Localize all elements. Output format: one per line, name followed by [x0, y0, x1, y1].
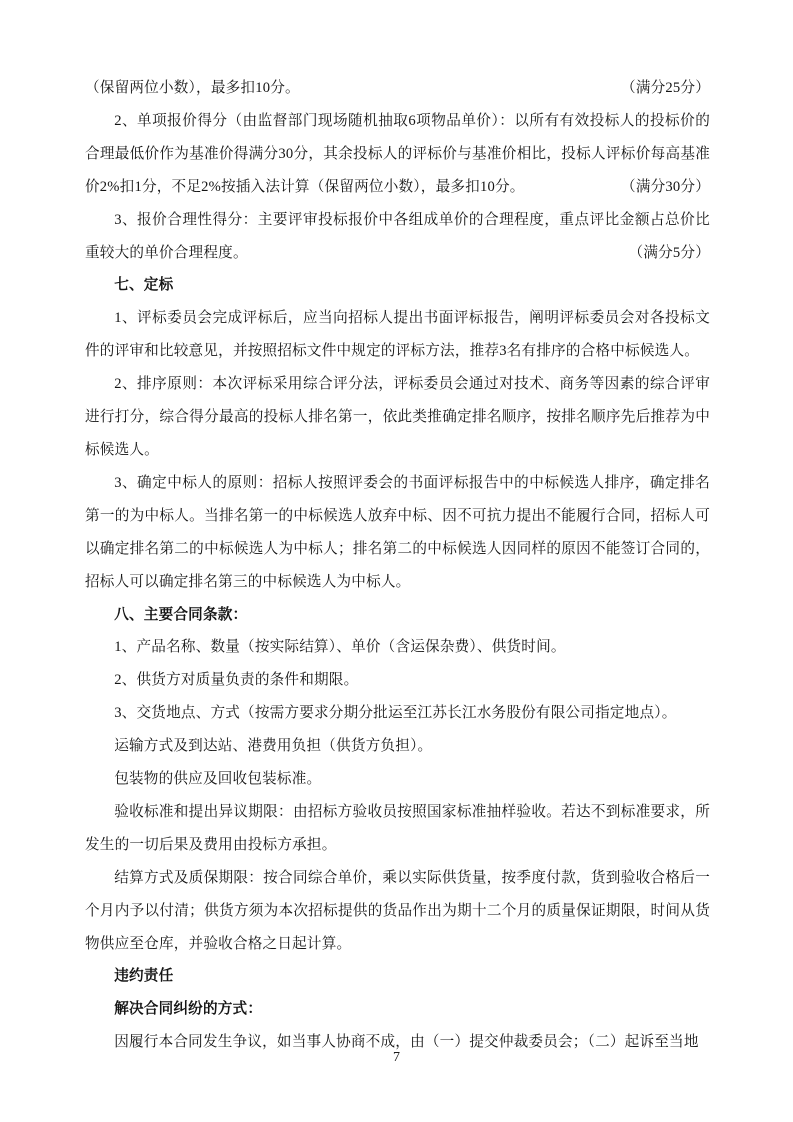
score-label: （满分25分）	[621, 80, 710, 96]
paragraph-text: 3、报价合理性得分：主要评审投标报价中各组成单价的合理程度，重点评比金额占总价比重较大的单价合理程度。	[85, 211, 710, 261]
document-body	[85, 72, 710, 1059]
paragraph	[85, 302, 710, 368]
paragraph-text: 结算方式及质保期限：按合同综合单价，乘以实际供货量，按季度付款，货到验收合格后一个月内予以付清；供货方须为本次招标提供的货品作出为期十二个月的质量保证期限，时间从货物供应至仓库，并验收合格之日起计算。	[85, 869, 710, 952]
paragraph-text: 2、排序原则：本次评标采用综合评分法，评标委员会通过对技术、商务等因素的综合评审进行打分，综合得分最高的投标人排名第一，依此类推确定排名顺序，按排名顺序先后推荐为中标候选人。	[85, 376, 710, 458]
paragraph	[85, 862, 710, 961]
paragraph-text: 七、定标	[114, 277, 174, 294]
paragraph	[85, 697, 710, 730]
paragraph	[85, 467, 710, 599]
paragraph-text: 运输方式及到达站、港费用负担（供货方负担）。	[114, 738, 433, 755]
section-heading	[85, 269, 710, 302]
paragraph-text: 3、确定中标人的原则：招标人按照评委会的书面评标报告中的中标候选人排序，确定排名第一的为中标人。当排名第一的中标候选人放弃中标、因不可抗力提出不能履行合同，招标人可以确定排名第二的中标候选人为中标人；排名第二的中标候选人因同样的原因不能签订合同的，招标人可以确定排名第三的中标候选人为中标人。	[85, 474, 710, 590]
paragraph-text: 解决合同纠纷的方式：	[114, 1001, 263, 1018]
paragraph	[85, 796, 710, 862]
paragraph-text: 2、单项报价得分（由监督部门现场随机抽取6项物品单价）：以所有有效投标人的投标价的合理最低价作为基准价得满分30分，其余投标人的评标价与基准价相比，投标人评标价每高基准价2%扣1分，不足2%按插入法计算（保留两位小数），最多扣10分。	[85, 112, 710, 195]
paragraph	[85, 368, 710, 467]
section-heading	[85, 599, 710, 632]
paragraph	[85, 204, 710, 270]
page-number: 7	[393, 1050, 400, 1065]
section-heading	[85, 960, 710, 993]
score-label: （满分30分）	[621, 178, 710, 195]
paragraph	[85, 631, 710, 664]
paragraph-text: 1、评标委员会完成评标后，应当向招标人提出书面评标报告，阐明评标委员会对各投标文件的评审和比较意见，并按照招标文件中规定的评标方法，推荐3名有排序的合格中标候选人。	[85, 310, 710, 360]
score-label: （满分5分）	[628, 244, 710, 261]
paragraph-text: 因履行本合同发生争议，如当事人协商不成，由（一）提交仲裁委员会；（二）起诉至当地	[114, 1034, 699, 1051]
paragraph	[85, 763, 710, 796]
paragraph-text: 违约责任	[114, 968, 174, 985]
paragraph	[85, 72, 710, 105]
section-heading	[85, 993, 710, 1026]
paragraph	[85, 730, 710, 763]
paragraph-text: 3、交货地点、方式（按需方要求分期分批运至江苏长江水务股份有限公司指定地点）。	[114, 705, 677, 722]
paragraph-text: 验收标准和提出异议期限：由招标方验收员按照国家标准抽样验收。若达不到标准要求，所发生的一切后果及费用由投标方承担。	[85, 803, 710, 853]
paragraph-text: 八、主要合同条款：	[114, 606, 248, 623]
paragraph	[85, 664, 710, 697]
paragraph-text: （保留两位小数），最多扣10分。	[85, 80, 300, 96]
paragraph-text: 包装物的供应及回收包装标准。	[114, 771, 322, 788]
paragraph-text: 1、产品名称、数量（按实际结算）、单价（含运保杂费）、供货时间。	[114, 639, 566, 656]
paragraph-text: 2、供货方对质量负责的条件和期限。	[114, 672, 359, 689]
paragraph	[85, 105, 710, 204]
